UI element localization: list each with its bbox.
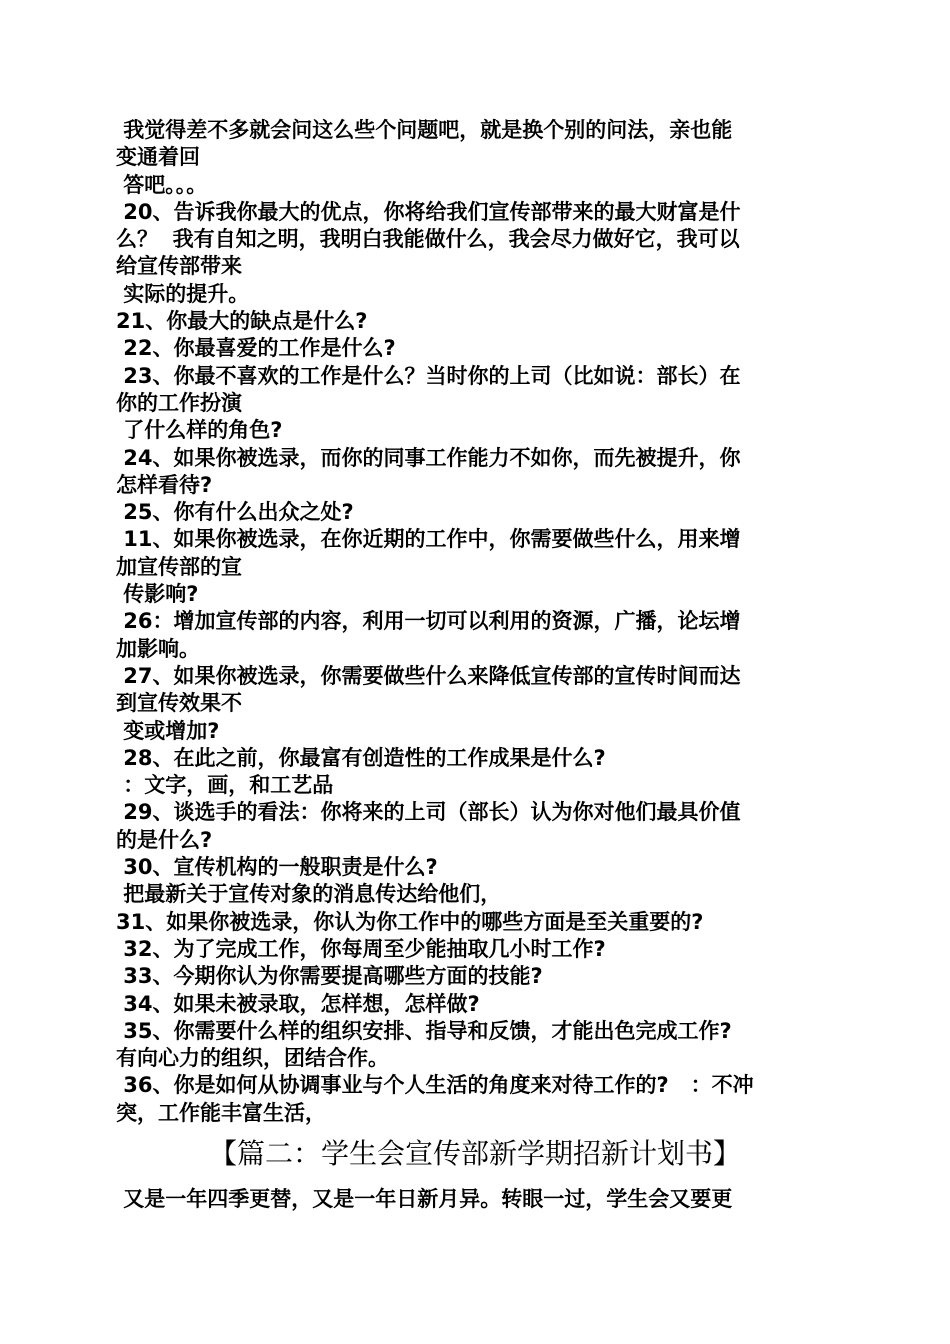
text-line: 34、如果未被录取，怎样想，怎样做? bbox=[116, 991, 480, 1016]
text-line: 27、如果你被选录，你需要做些什么来降低宣传部的宣传时间而达 bbox=[116, 663, 741, 688]
text-line: 的是什么? bbox=[116, 827, 213, 852]
text-line: 突，工作能丰富生活， bbox=[116, 1100, 326, 1125]
text-line: 36、你是如何从协调事业与个人生活的角度来对待工作的? ：不冲 bbox=[116, 1073, 754, 1098]
section-heading: 【篇二：学生会宣传部新学期招新计划书】 bbox=[208, 1137, 741, 1170]
text-line: 传影响? bbox=[116, 582, 199, 607]
text-line: 26：增加宣传部的内容，利用一切可以利用的资源，广播，论坛增 bbox=[116, 609, 741, 634]
paragraph-start: 又是一年四季更替，又是一年日新月异。转眼一过，学生会又要更 bbox=[116, 1187, 733, 1211]
text-line: 答吧。。。 bbox=[116, 172, 208, 197]
text-line: 11、如果你被选录，在你近期的工作中，你需要做些什么，用来增 bbox=[116, 527, 741, 552]
text-line: 28、在此之前，你最富有创造性的工作成果是什么? bbox=[116, 745, 606, 770]
text-line: 有向心力的组织，团结合作。 bbox=[116, 1046, 389, 1071]
text-line: 变或增加? bbox=[116, 718, 220, 743]
text-line: 31、如果你被选录，你认为你工作中的哪些方面是至关重要的? bbox=[116, 909, 704, 934]
text-line: 23、你最不喜欢的工作是什么？当时你的上司（比如说：部长）在 bbox=[116, 363, 741, 388]
text-line: 32、为了完成工作，你每周至少能抽取几小时工作? bbox=[116, 936, 606, 961]
text-line: 怎样看待? bbox=[116, 472, 213, 497]
text-line: 22、你最喜爱的工作是什么? bbox=[116, 336, 396, 361]
text-line: 35、你需要什么样的组织安排、指导和反馈，才能出色完成工作? bbox=[116, 1018, 732, 1043]
text-line: 了什么样的角色? bbox=[116, 418, 283, 443]
text-line: 实际的提升。 bbox=[116, 281, 250, 306]
text-line: 变通着回 bbox=[116, 145, 200, 170]
text-line: 21、你最大的缺点是什么? bbox=[116, 309, 368, 334]
text-line: ：文字，画，和工艺品 bbox=[116, 773, 334, 798]
text-line: 加影响。 bbox=[116, 636, 200, 661]
text-line: 我觉得差不多就会问这么些个问题吧，就是换个别的问法，亲也能 bbox=[116, 118, 733, 142]
text-line: 到宣传效果不 bbox=[116, 691, 242, 716]
text-line: 29、谈选手的看法：你将来的上司（部长）认为你对他们最具价值 bbox=[116, 800, 741, 825]
text-line: 把最新关于宣传对象的消息传达给他们， bbox=[116, 882, 502, 907]
text-line: 你的工作扮演 bbox=[116, 390, 242, 415]
document-body bbox=[116, 117, 836, 1127]
text-line: 24、如果你被选录，而你的同事工作能力不如你，而先被提升，你 bbox=[116, 445, 741, 470]
text-line: 30、宣传机构的一般职责是什么? bbox=[116, 855, 438, 880]
text-line: 25、你有什么出众之处? bbox=[116, 500, 354, 525]
text-line: 33、今期你认为你需要提高哪些方面的技能? bbox=[116, 964, 543, 989]
text-line: 20、告诉我你最大的优点，你将给我们宣传部带来的最大财富是什 bbox=[116, 199, 741, 224]
text-line: 加宣传部的宣 bbox=[116, 554, 242, 579]
text-line: 么？ 我有自知之明，我明白我能做什么，我会尽力做好它，我可以 bbox=[116, 227, 740, 252]
text-line: 给宣传部带来 bbox=[116, 254, 242, 279]
